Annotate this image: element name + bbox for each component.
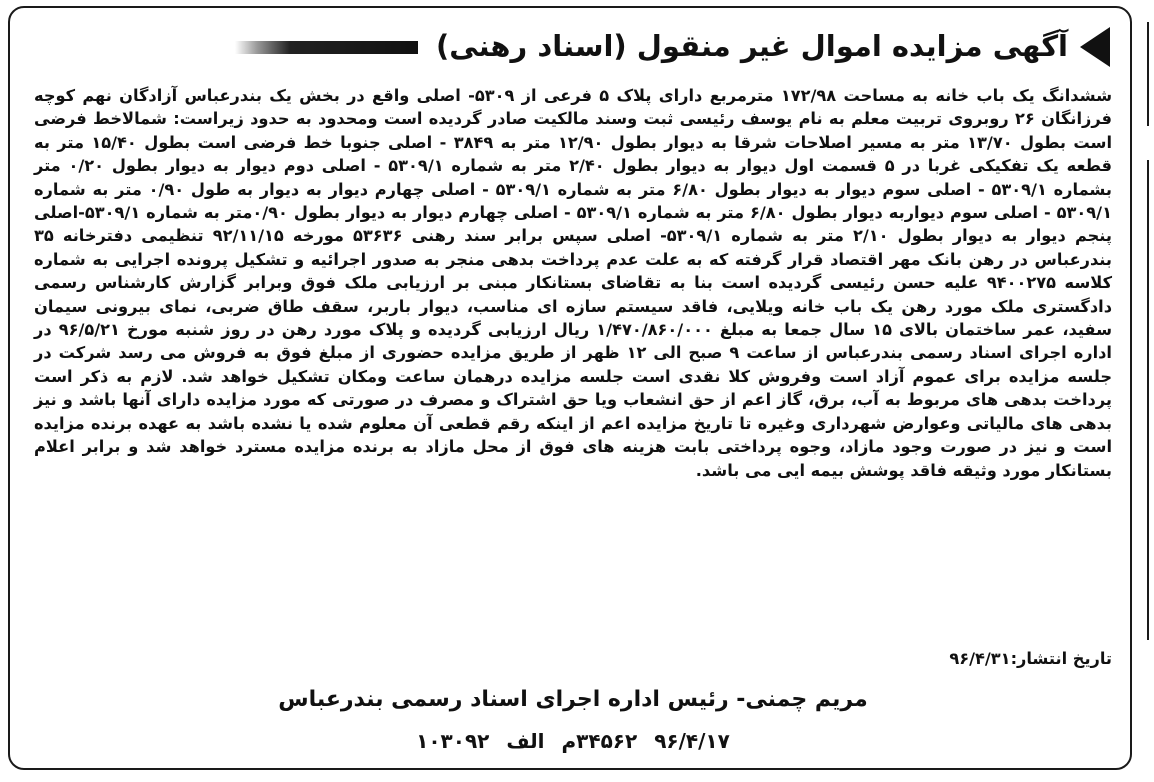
title-gradient-bar: [235, 41, 418, 54]
column-rule-middle: [1147, 160, 1149, 640]
signature-line: مریم چمنی- رئیس اداره اجرای اسناد رسمی بندرعباس: [278, 687, 868, 712]
column-rule-top: [1147, 22, 1149, 126]
publish-date: تاریخ انتشار:۹۶/۴/۳۱: [949, 649, 1112, 668]
triangle-bullet-icon: [1080, 27, 1110, 67]
notice-header: [235, 18, 1110, 76]
notice-body: ششدانگ یک باب خانه به مساحت ۱۷۲/۹۸ مترمربع دارای پلاک ۵ فرعی از ۵۳۰۹- اصلی واقع در بخش یک بندرعباس آزادگان نهم کوچه فرزانگان ۲۶ روبروی تربیت معلم به نام یوسف رئیسی ثبت وسند مالکیت صادر گردیده است ومحدود به حدود زیراست: شمالاخط فرضی است بطول ۱۳/۷۰ متر به مسیر اصلاحات شرقا به دیوار بطول ۱۲/۹۰ متر به ۳۸۴۹ - اصلی جنوبا خط فرضی است بطول ۱۵/۴۰ متر به قطعه یک تفکیکی غربا در ۵ قسمت اول دیوار به دیوار بطول ۲/۴۰ متر به شماره ۵۳۰۹/۱ - اصلی دوم دیوار به دیوار بطول ۰/۲۰ متر بشماره ۵۳۰۹/۱ - اصلی سوم دیوار به دیوار بطول ۶/۸۰ متر به شماره ۵۳۰۹/۱ - اصلی چهارم دیوار به دیوار به طول ۰/۹۰ متر به شماره ۵۳۰۹/۱ - اصلی سوم دیواربه دیوار بطول ۶/۸۰ متر به شماره ۵۳۰۹/۱ - اصلی چهارم دیوار به دیوار بطول ۰/۹۰متر به شماره ۵۳۰۹/۱-اصلی پنجم دیوار به دیوار بطول ۲/۱۰ متر به شماره ۵۳۰۹/۱- اصلی سپس برابر سند رهنی ۵۳۶۳۶ مورخه ۹۲/۱۱/۱۵ تنظیمی دفترخانه ۳۵ بندرعباس در رهن بانک مهر اقتصاد قرار گرفته که به علت عدم پرداخت بدهی منجر به صدور اجرائیه و تشکیل پرونده اجرایی به شماره کلاسه ۹۴۰۰۲۷۵ علیه حسن رئیسی گردیده است بنا به تقاضای بستانکار مبنی بر ارزیابی ملک فوق وبرابر گزارش کارشناس رسمی دادگستری ملک مورد رهن یک باب خانه ویلایی، فاقد سیستم سازه ای مناسب، دیوار باربر، سقف طاق ضربی، نمای بیرونی سیمان سفید، عمر ساختمان بالای ۱۵ سال جمعا به مبلغ ۱/۴۷۰/۸۶۰/۰۰۰ ریال ارزیابی گردیده و پلاک مورد رهن در روز شنبه مورخ ۹۶/۵/۲۱ در اداره اجرای اسناد رسمی بندرعباس از ساعت ۹ صبح الی ۱۲ ظهر از طریق مزایده حضوری از مبلغ فوق به فروش می رسد شرکت در جلسه مزایده برای عموم آزاد است وفروش کلا نقدی است جلسه مزایده درهمان ساعت ومکان تشکیل خواهد شد. لازم به ذکر است پرداخت بدهی های مربوط به آب، برق، گاز اعم از حق انشعاب ویا حق اشتراک و مصرف در صورتی که مورد مزایده دارای آنها باشد و نیز بدهی های مالیاتی وعوارض شهرداری وغیره تا تاریخ مزایده اعم از اینکه رقم قطعی آن معلوم شده یا نشده باشد به عهده برنده مزایده است و نیز در صورت وجود مازاد، وجوه پرداختی بابت هزینه های فوق از محل مازاد به برنده مزایده مسترد خواهد شد و برابر اعلام بستانکار مورد وثیقه فاقد پوشش بیمه ایی می باشد.: [34, 86, 1113, 480]
notice-title: آگهی مزایده اموال غیر منقول (اسناد رهنی): [436, 29, 1068, 64]
notice-reference-code: ۹۶/۴/۱۷ ۳۴۵۶۲م الف ۱۰۳۰۹۲: [416, 729, 730, 753]
